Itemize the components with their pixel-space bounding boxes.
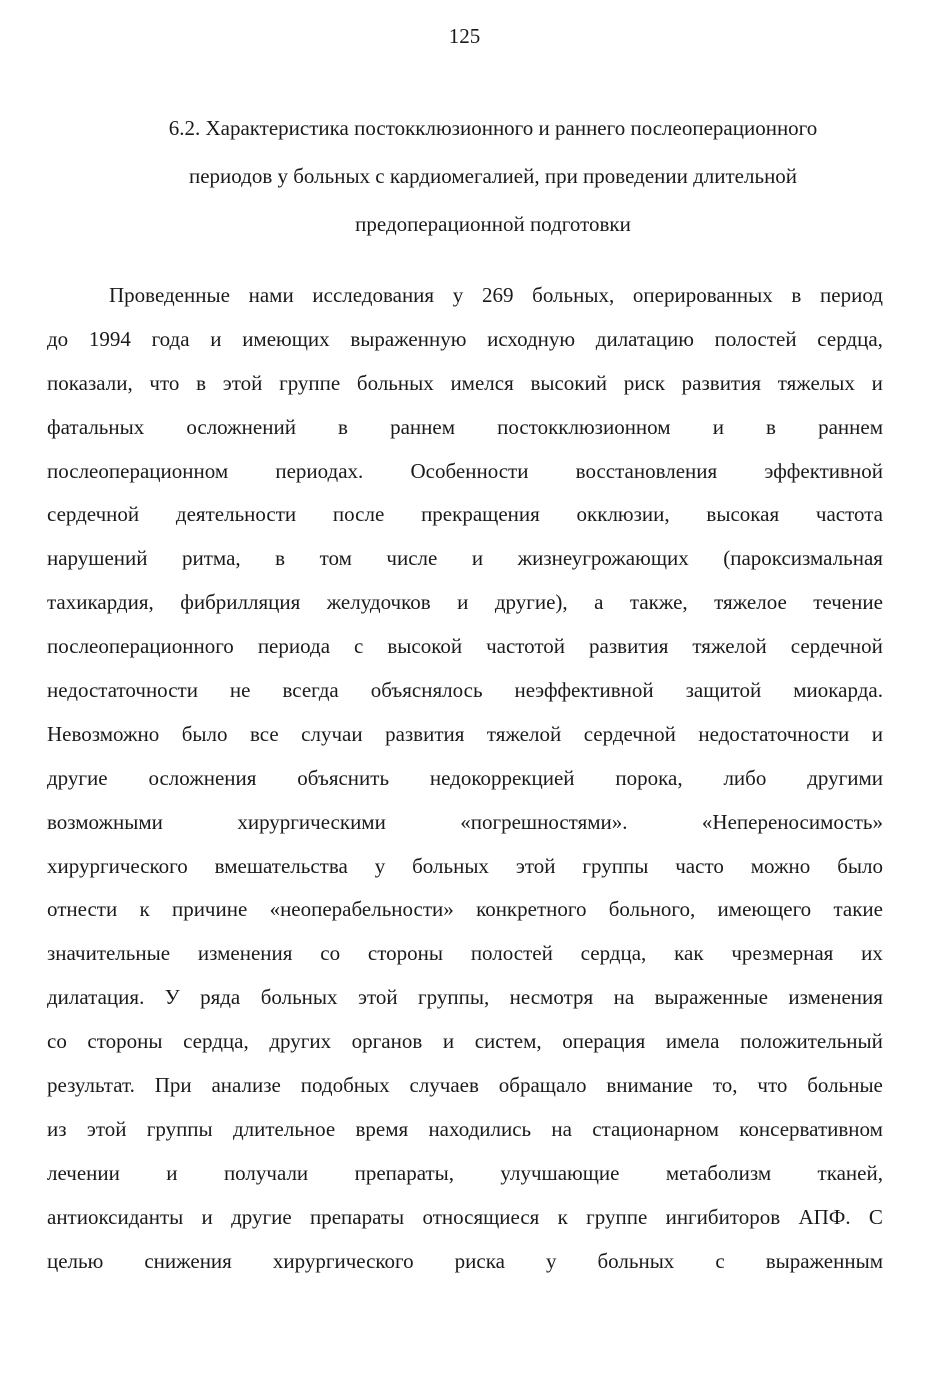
body-line: сердечной деятельности после прекращения окклюзии, высокая частота bbox=[47, 502, 883, 527]
body-line: до 1994 года и имеющих выраженную исходную дилатацию полостей сердца, bbox=[47, 326, 883, 351]
body-line: отнести к причине «неоперабельности» конкретного больного, имеющего такие bbox=[47, 897, 883, 922]
page-number: 125 bbox=[448, 24, 481, 48]
body-line: послеоперационном периодах. Особенности восстановления эффективной bbox=[47, 458, 883, 483]
heading-line-1: 6.2. Характеристика постокклюзионного и раннего послеоперационного bbox=[168, 116, 818, 140]
body-line: послеоперационного периода с высокой частотой развития тяжелой сердечной bbox=[47, 634, 883, 659]
body-line: возможными хирургическими «погрешностями». «Непереносимость» bbox=[47, 809, 883, 834]
body-line: другие осложнения объяснить недокоррекцией порока, либо другими bbox=[47, 765, 883, 790]
body-line: лечении и получали препараты, улучшающие метаболизм тканей, bbox=[47, 1160, 883, 1185]
body-line: нарушений ритма, в том числе и жизнеугрожающих (пароксизмальная bbox=[47, 546, 883, 571]
body-line: со стороны сердца, других органов и систем, операция имела положительный bbox=[47, 1029, 883, 1054]
body-line: значительные изменения со стороны полостей сердца, как чрезмерная их bbox=[47, 941, 883, 966]
body-line: хирургического вмешательства у больных этой группы часто можно было bbox=[47, 853, 883, 878]
heading-line-2: периодов у больных с кардиомегалией, при проведении длительной bbox=[188, 164, 798, 188]
body-line: Невозможно было все случаи развития тяжелой сердечной недостаточности и bbox=[47, 721, 883, 746]
body-line: результат. При анализе подобных случаев обращало внимание то, что больные bbox=[47, 1073, 883, 1098]
body-line: Проведенные нами исследования у 269 больных, оперированных в период bbox=[109, 283, 883, 307]
body-line: из этой группы длительное время находились на стационарном консервативном bbox=[47, 1116, 883, 1141]
body-line: недостаточности не всегда объяснялось неэффективной защитой миокарда. bbox=[47, 678, 883, 703]
body-line: показали, что в этой группе больных имелся высокий риск развития тяжелых и bbox=[47, 370, 883, 395]
body-line: тахикардия, фибрилляция желудочков и другие), а также, тяжелое течение bbox=[47, 590, 883, 615]
body-line: целью снижения хирургического риска у больных с выраженным bbox=[47, 1248, 883, 1273]
body-line: антиоксиданты и другие препараты относящиеся к группе ингибиторов АПФ. С bbox=[47, 1204, 883, 1229]
body-line: дилатация. У ряда больных этой группы, несмотря на выраженные изменения bbox=[47, 985, 883, 1010]
heading-line-3: предоперационной подготовки bbox=[355, 212, 631, 236]
body-paragraph bbox=[47, 274, 883, 1283]
section-heading bbox=[60, 104, 926, 248]
body-line: фатальных осложнений в раннем постокклюзионном и в раннем bbox=[47, 414, 883, 439]
